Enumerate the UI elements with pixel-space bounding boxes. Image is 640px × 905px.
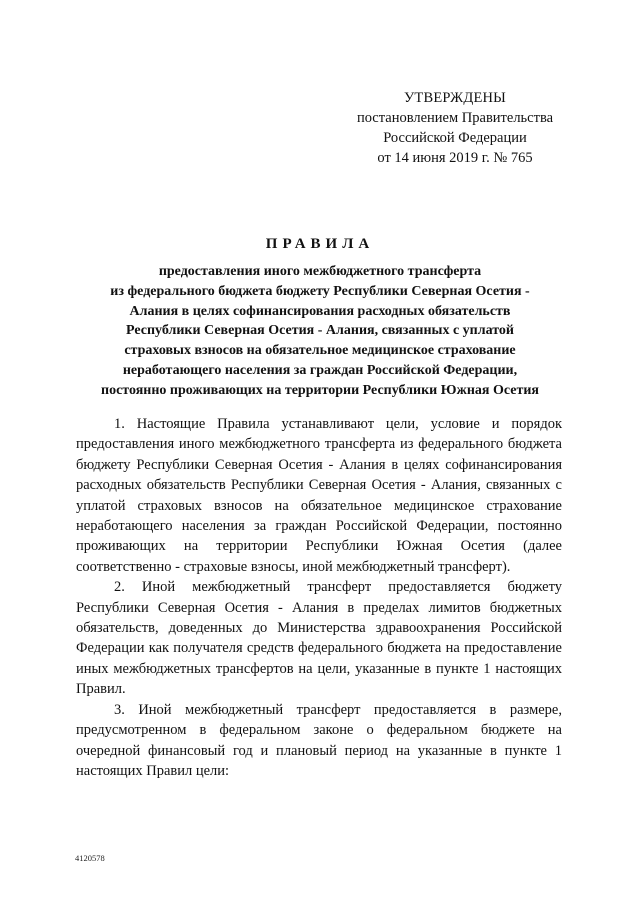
paragraph: 1. Настоящие Правила устанавливают цели, условие и порядок предоставления иного межбюджетного трансферта из федерального бюджета бюджету Республики Северная Осетия - Алания в целях софинансирования расходных обязательств Республики Северная Осетия - Алания, связанных с уплатой страховых взносов на обязательное медицинское страхование неработающего населения за граждан Российской Федерации, постоянно проживающих на территории Республики Южная Осетия (далее соответственно - страховые взносы, иной межбюджетный трансферт). <box>76 416 562 575</box>
subtitle-line: Республики Северная Осетия - Алания, связанных с уплатой <box>126 323 514 339</box>
approval-date-number: от 14 июня 2019 г. № 765 <box>377 150 533 166</box>
document-subtitle <box>60 262 580 401</box>
paragraph: 3. Иной межбюджетный трансферт предоставляется в размере, предусмотренном в федеральном законе о федеральном бюджете на очередной финансовый год и плановый период на указанные в пункте 1 настоящих Правил цели: <box>76 701 562 779</box>
document-title: ПРАВИЛА <box>265 236 375 252</box>
approval-line: Российской Федерации <box>383 130 527 146</box>
subtitle-line: неработающего населения за граждан Российской Федерации, <box>122 362 518 378</box>
approval-title: УТВЕРЖДЕНЫ <box>403 90 507 106</box>
subtitle-line: предоставления иного межбюджетного трансферта <box>158 264 482 279</box>
subtitle-line: постоянно проживающих на территории Республики Южная Осетия <box>101 382 539 398</box>
subtitle-line: Алания в целях софинансирования расходных обязательств <box>129 303 511 319</box>
subtitle-line: страховых взносов на обязательное медицинское страхование <box>124 343 516 359</box>
approval-block <box>330 88 580 168</box>
paragraph: 2. Иной межбюджетный трансферт предоставляется бюджету Республики Северная Осетия - Алания в пределах лимитов бюджетных обязательств, доведенных до Министерства здравоохранения Российской Федерации как получателя средств федерального бюджета на предоставление иных межбюджетных трансфертов на цели, указанные в пункте 1 настоящих Правил. <box>76 579 562 698</box>
approval-line: постановлением Правительства <box>356 110 554 126</box>
subtitle-line: из федерального бюджета бюджету Республики Северная Осетия - <box>110 283 530 299</box>
document-body <box>76 414 562 781</box>
document-code: 4120578 <box>75 853 105 863</box>
